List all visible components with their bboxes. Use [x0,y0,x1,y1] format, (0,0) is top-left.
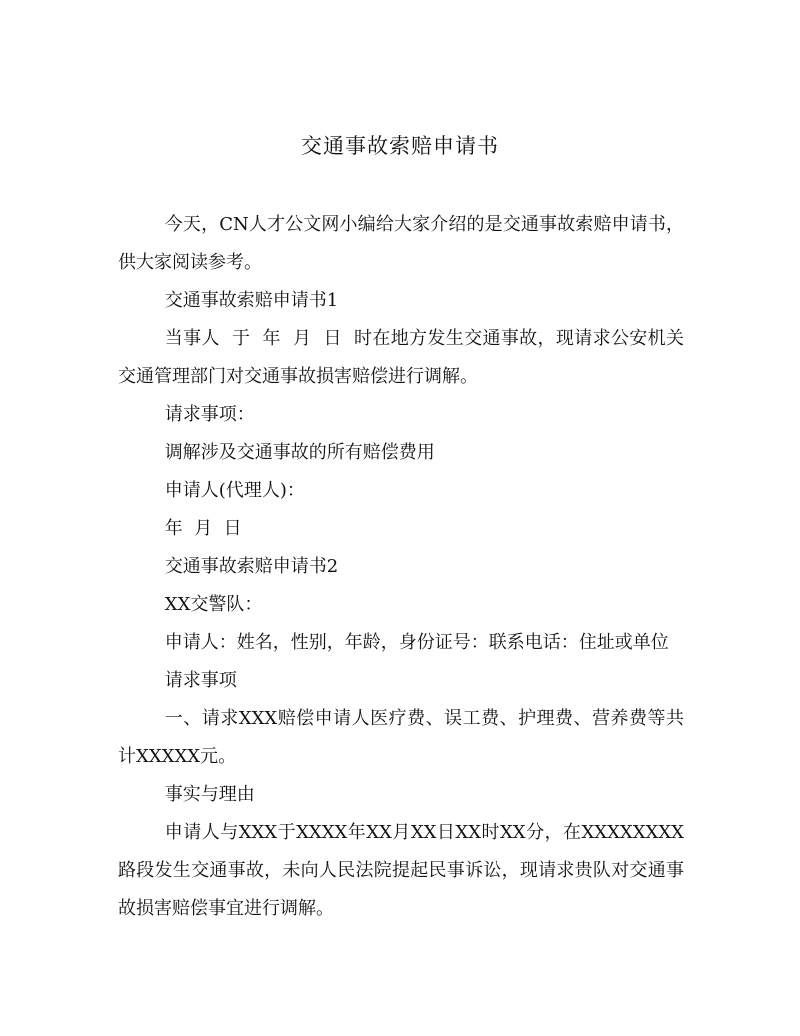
paragraph-facts-content: 申请人与XXX于XXXX年XX月XX日XX时XX分，在XXXXXXXX路段发生交通事故，未向人民法院提起民事诉讼，现请求贵队对交通事故损害赔偿事宜进行调解。 [118,822,684,919]
paragraph-request-content: 调解涉及交通事故的所有赔偿费用 [164,442,435,463]
paragraph-addressee: XX交警队： [164,594,263,615]
paragraph-request-heading: 请求事项 [164,670,237,691]
paragraph-heading-1: 交通事故索赔申请书1 [164,290,339,311]
paragraph-request-label: 请求事项： [164,404,255,425]
paragraph-heading-2: 交通事故索赔申请书2 [164,556,339,577]
paragraph-facts-heading: 事实与理由 [164,784,255,805]
paragraph-request-item-1: 一、请求XXX赔偿申请人医疗费、误工费、护理费、营养费等共计XXXXX元。 [118,708,684,767]
paragraph-applicant: 申请人(代理人)： [164,480,305,501]
paragraph-incident: 当事人 于 年 月 日 时在地方发生交通事故，现请求公安机关交通管理部门对交通事故损害赔偿进行调解。 [118,328,684,387]
paragraph-applicant-info: 申请人：姓名，性别，年龄，身份证号：联系电话：住址或单位 [164,632,669,653]
paragraph-intro: 今天，CN人才公文网小编给大家介绍的是交通事故索赔申请书，供大家阅读参考。 [118,214,684,273]
paragraph-date: 年 月 日 [164,518,242,539]
document-title: 交通事故索赔申请书 [301,134,499,158]
document-body [118,206,684,928]
